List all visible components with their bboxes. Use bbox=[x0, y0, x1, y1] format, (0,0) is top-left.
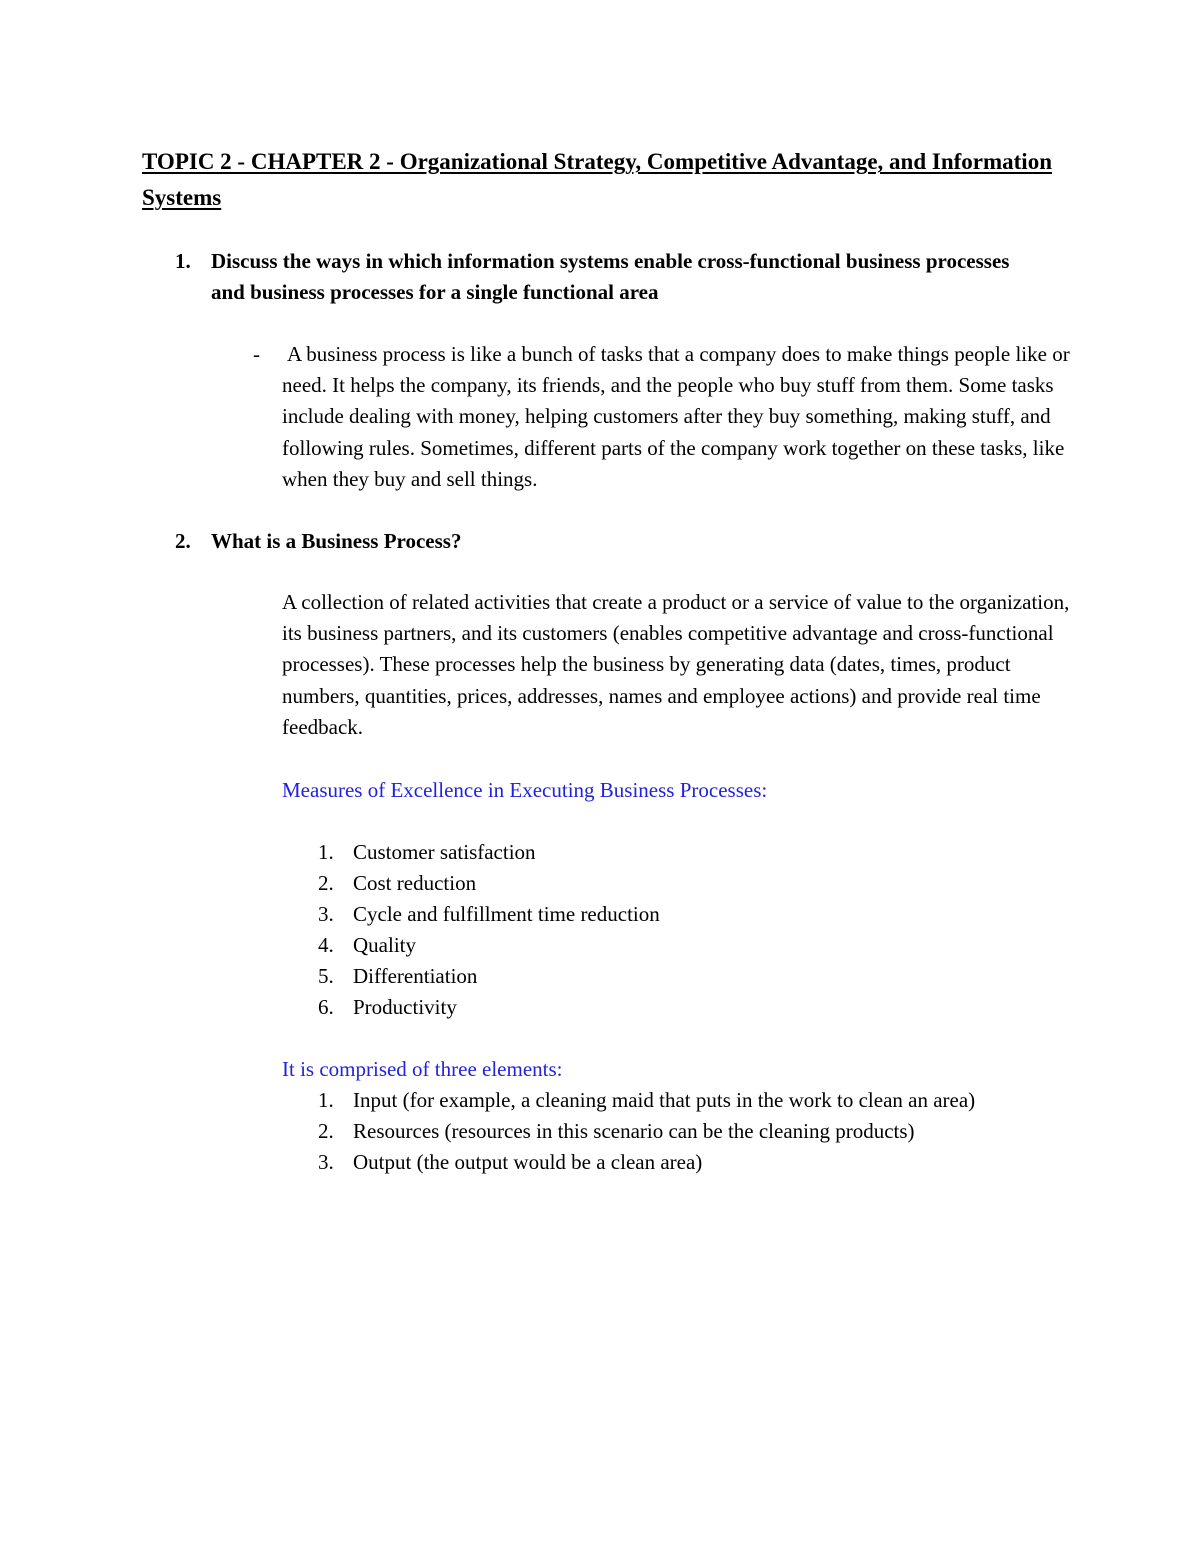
question-1-number: 1. bbox=[175, 249, 191, 273]
list-item-text: Productivity bbox=[353, 995, 457, 1019]
list-item-number: 2. bbox=[318, 871, 334, 895]
question-2-number: 2. bbox=[175, 529, 191, 553]
measures-heading: Measures of Excellence in Executing Business Processes: bbox=[282, 778, 768, 802]
answer-2-paragraph: A collection of related activities that create a product or a service of value to the organization, its business partners, and its customers (enables competitive advantage and cross-functional processes). These processes help the business by generating data (dates, times, product numbers, quantities, prices, addresses, names and employee actions) and provide real time feedback. bbox=[282, 590, 1070, 739]
list-item-number: 3. bbox=[318, 902, 334, 926]
list-item bbox=[318, 930, 1078, 961]
list-item-number: 5. bbox=[318, 964, 334, 988]
list-item-number: 6. bbox=[318, 995, 334, 1019]
page-title: TOPIC 2 - CHAPTER 2 - Organizational Strategy, Competitive Advantage, and Information Systems bbox=[142, 149, 1052, 210]
list-item-number: 1. bbox=[318, 840, 334, 864]
list-item bbox=[318, 868, 1078, 899]
list-item-text: Output (the output would be a clean area) bbox=[353, 1150, 703, 1174]
list-item-text: Quality bbox=[353, 933, 416, 957]
list-item bbox=[318, 1147, 1098, 1178]
answer-1-bullet: - bbox=[253, 342, 260, 366]
list-item-number: 3. bbox=[318, 1150, 334, 1174]
list-item-number: 1. bbox=[318, 1088, 334, 1112]
list-item-number: 4. bbox=[318, 933, 334, 957]
question-2-text: What is a Business Process? bbox=[211, 529, 462, 553]
list-item-text: Cycle and fulfillment time reduction bbox=[353, 902, 660, 926]
list-item-text: Differentiation bbox=[353, 964, 478, 988]
question-1-text: Discuss the ways in which information systems enable cross-functional business processes and business processes for a single functional area bbox=[211, 249, 1010, 304]
list-item-text: Customer satisfaction bbox=[353, 840, 536, 864]
list-item-text: Cost reduction bbox=[353, 871, 477, 895]
list-item bbox=[318, 1116, 1098, 1147]
answer-1-paragraph: A business process is like a bunch of tasks that a company does to make things people like or need. It helps the company, its friends, and the people who buy stuff from them. Some tasks include dealing with money, helping customers after they buy something, making stuff, and following rules. Sometimes, different parts of the company work together on these tasks, like when they buy and sell things. bbox=[282, 342, 1070, 491]
elements-list bbox=[318, 1085, 1098, 1178]
list-item bbox=[318, 837, 1078, 868]
list-item bbox=[318, 1085, 1098, 1116]
list-item bbox=[318, 992, 1078, 1023]
elements-heading: It is comprised of three elements: bbox=[282, 1057, 563, 1081]
list-item-number: 2. bbox=[318, 1119, 334, 1143]
list-item-text: Input (for example, a cleaning maid that puts in the work to clean an area) bbox=[353, 1088, 976, 1112]
measures-list bbox=[318, 837, 1078, 1023]
list-item-text: Resources (resources in this scenario can be the cleaning products) bbox=[353, 1119, 915, 1143]
list-item bbox=[318, 961, 1078, 992]
list-item bbox=[318, 899, 1078, 930]
